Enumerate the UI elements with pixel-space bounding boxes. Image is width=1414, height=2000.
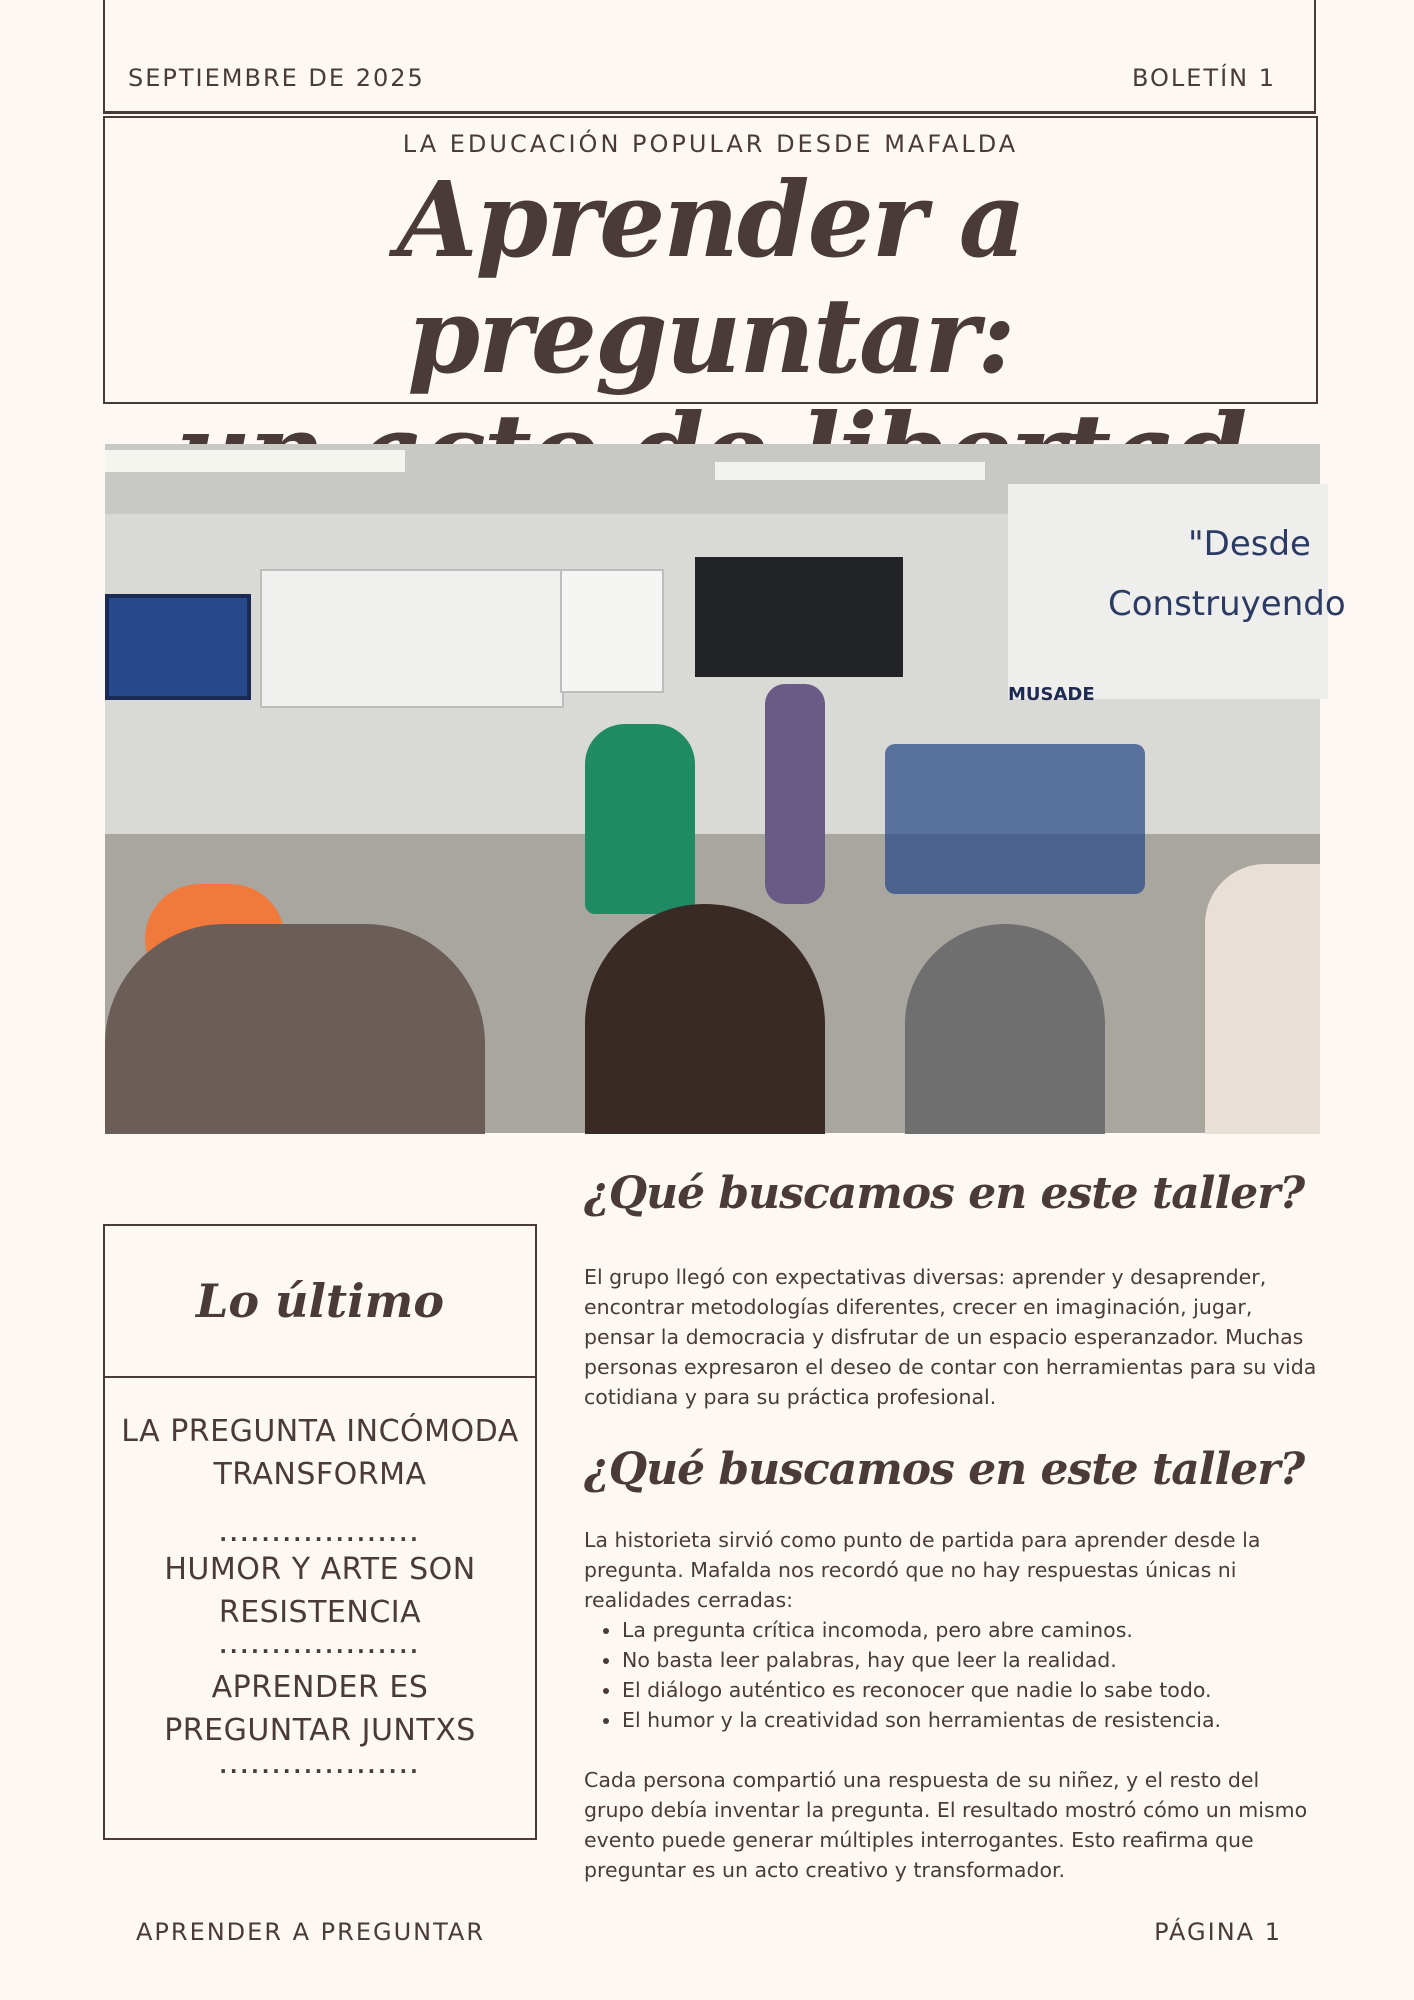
- sidebar-item-line: LA PREGUNTA INCÓMODA: [121, 1414, 519, 1449]
- section-paragraph: El grupo llegó con expectativas diversas: aprender y desaprender, encontrar metodologías diferentes, crecer en imaginación, jugar, pensar la democracia y disfrutar de un espacio esperanzador. Muchas personas expresaron el deseo de contar con herramientas para su vida cotidiana y para su práctica profesional.: [584, 1265, 1317, 1409]
- photo-tv: [695, 557, 903, 677]
- header-frame: [103, 0, 1316, 114]
- sidebar-separator: ...................: [219, 1522, 421, 1546]
- photo-person-standing: [765, 684, 825, 904]
- footer-title: APRENDER A PREGUNTAR: [136, 1918, 485, 1946]
- issue-number: BOLETÍN 1: [1131, 64, 1276, 92]
- list-item: • No basta leer palabras, hay que leer la realidad.: [622, 1645, 1362, 1675]
- sidebar-separator: ...................: [219, 1634, 421, 1658]
- photo-person: [585, 904, 825, 1134]
- sidebar-item-line: HUMOR Y ARTE SON: [164, 1552, 476, 1587]
- page-number: PÁGINA 1: [1154, 1918, 1282, 1946]
- banner-logo-text: MUSADE: [1008, 684, 1095, 705]
- issue-date: SEPTIEMBRE DE 2025: [128, 64, 425, 92]
- section-heading: ¿Qué buscamos en este taller?: [584, 1168, 1305, 1219]
- photo-lamp: [715, 462, 985, 480]
- sidebar-item: [105, 1666, 535, 1752]
- key-points-list: [584, 1615, 1362, 1735]
- sidebar-title: Lo último: [105, 1226, 535, 1378]
- section-heading: ¿Qué buscamos en este taller?: [584, 1444, 1305, 1495]
- sidebar-item: [105, 1410, 535, 1496]
- photo-person: [905, 924, 1105, 1134]
- sidebar-separator: ...................: [219, 1754, 421, 1778]
- photo-flipchart: [560, 569, 664, 693]
- photo-person: [1205, 864, 1320, 1134]
- photo-whiteboard: [260, 569, 564, 708]
- closing-paragraph: Cada persona compartió una respuesta de su niñez, y el resto del grupo debía inventar la pregunta. El resultado mostró cómo un mismo evento puede generar múltiples interrogantes. Esto reafirma que preguntar es un acto creativo y transformador.: [584, 1768, 1308, 1882]
- title-block: [103, 116, 1318, 404]
- photo-person-seated: [585, 724, 695, 914]
- sidebar-latest: [103, 1224, 537, 1840]
- section-paragraph: La historieta sirvió como punto de partida para aprender desde la pregunta. Mafalda nos recordó que no hay respuestas únicas ni realidades cerradas:: [584, 1528, 1261, 1612]
- photo-poster: [105, 594, 251, 700]
- sidebar-item: [105, 1548, 535, 1634]
- list-item: • El humor y la creatividad son herramientas de resistencia.: [622, 1705, 1362, 1735]
- headline-line-1: Aprender a preguntar:: [396, 158, 1025, 397]
- photo-lamp: [105, 450, 405, 472]
- banner-text: Construyendo: [1108, 584, 1346, 624]
- kicker: LA EDUCACIÓN POPULAR DESDE MAFALDA: [402, 130, 1019, 158]
- photo-chairs: [885, 744, 1145, 894]
- list-item: • El diálogo auténtico es reconocer que nadie lo sabe todo.: [622, 1675, 1362, 1705]
- sidebar-item-line: PREGUNTAR JUNTXS: [164, 1713, 476, 1748]
- workshop-photo: [105, 444, 1346, 1133]
- list-item: • La pregunta crítica incomoda, pero abre caminos.: [622, 1615, 1362, 1645]
- sidebar-item-line: APRENDER ES: [211, 1670, 429, 1705]
- banner-text: "Desde: [1188, 524, 1311, 564]
- photo-banner: [1008, 484, 1346, 705]
- photo-person: [105, 924, 485, 1134]
- sidebar-item-line: TRANSFORMA: [213, 1457, 427, 1492]
- sidebar-item-line: RESISTENCIA: [218, 1595, 422, 1630]
